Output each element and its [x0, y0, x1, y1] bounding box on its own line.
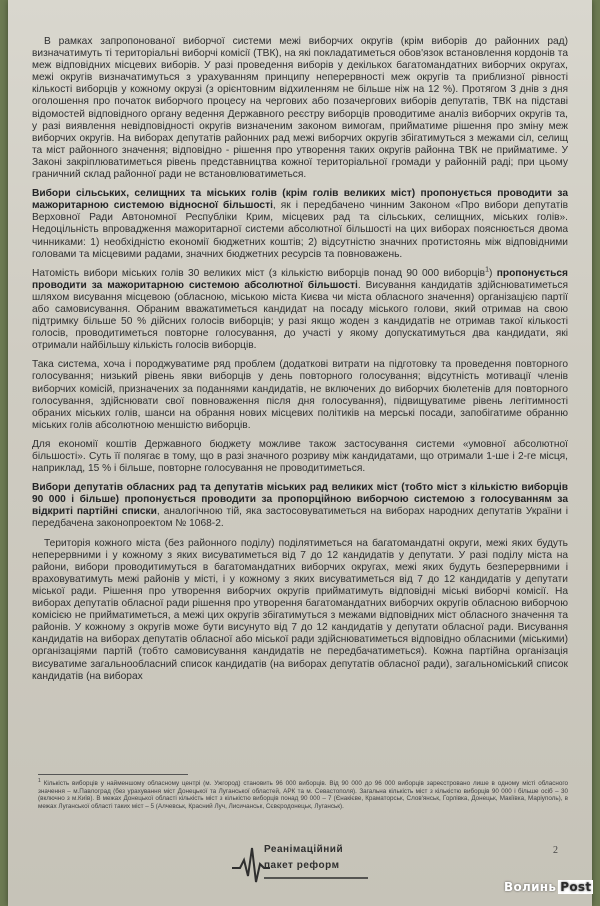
logo-line-1: Реанімаційний	[264, 844, 344, 855]
footnote-divider	[38, 774, 188, 775]
text-run: , аналогічною тій, яка застосовуватиметься на виборах народних депутатів України і передбачена законопроектом № 1068-2.	[32, 506, 568, 530]
text-run: Для економії коштів Державного бюджету можливе також застосування системи «умовної абсолютної більшості». Суть її полягає в тому, що в разі значного розриву між кандидатами, що отримали 1-ше і 2-ге місця, наприклад, 15 % і більше, повторне голосування не проводитиметься.	[32, 438, 568, 475]
text-run: Натомість вибори міських голів 30 великих міст (з кількістю виборців понад 90 000 виборців	[32, 267, 486, 279]
document-body	[32, 36, 568, 690]
paragraph-p6	[32, 482, 568, 530]
reform-package-logo	[230, 838, 370, 886]
paragraph-p1	[32, 36, 568, 181]
bold-text: Вибори депутатів обласних рад та депутатів міських рад великих міст (тобто міст з кількістю виборців 90 000 і більше) пропонується проводити за пропорційною виборчою системою з голосуванням за відкриті партійні списки	[32, 482, 568, 518]
logo-line-2: пакет реформ	[264, 860, 340, 871]
page-number: 2	[553, 845, 558, 856]
bold-text: пропонується проводити за мажоритарною системою абсолютної більшості	[32, 267, 568, 291]
footnote-ref: 1	[485, 266, 489, 274]
paragraph-p3	[32, 268, 568, 353]
document-page	[8, 0, 592, 906]
footnote-marker: 1	[38, 777, 41, 784]
volyn-post-watermark	[504, 880, 593, 894]
bold-text: Вибори сільських, селищних та міських голів (крім голів великих міст) пропонується проводити за мажоритарною системою відносної більшості	[32, 188, 568, 212]
text-run: )	[488, 267, 497, 279]
text-run: , як і передбачено чинним Законом «Про вибори депутатів Верховної Ради Автономної Республіки Крим, місцевих рад та сільських, селищних, міських голів». Недоцільність впровадження мажоритарної системи абсолютної більшості на цих виборах пояснюється двома чинниками: 1) необхідністю економії бюджетних коштів; 2) відсутністю значних протистоянь між відповідними головами та місцевими радами, значних бюджетних ресурсів та повноважень.	[32, 200, 568, 260]
paragraph-p4	[32, 359, 568, 432]
footnote	[38, 777, 569, 810]
paragraph-p5	[32, 439, 568, 475]
watermark-part1: Волинь	[504, 880, 557, 894]
footnote-text: Кількість виборців у найменшому обласному центрі (м. Ужгород) становить 96 000 виборців. Від 90 000 до 96 000 виборців зареєстровано лише в одному місті обласного значення – м.Павлоград (без урахування міст Донецької та Луганської областей, АРК та м. Севастополя). Загальна кількість міст з кількістю виборців 90 000 і більше осіб – 30 (включно з м.Київ). В межах Донецької області кількість міст з кількістю виборців понад 90 000 – 7 (Єнакієве, Краматорськ, Слов'янськ, Горлівка, Донецьк, Макіївка, Маріуполь), в межах Луганської області таких міст – 5 (Алчевськ, Красний Луч, Лисичанськ, Сєвєродонецьк, Луганськ).	[38, 780, 569, 810]
watermark-part2: Post	[560, 880, 592, 894]
text-run: В рамках запропонованої виборчої системи межі виборчих округів (крім виборів до районних рад) визначатимуть ті територіальні виборчі комісії (ТВК), на які покладатиметься обов'язок встановлення кордонів та меж відповідних місцевих виборів. У разі проведення виборів у декількох багатомандатних виборчих округах, межі округів визначатимуться з урахуванням принципу неперервності меж округів та приблизної рівності кількості виборців у кожному окрузі (з орієнтовним відхиленням не більше ніж на 12 %). Протягом 3 днів з дня оголошення про початок виборчого процесу на чергових або позачергових виборів депутатів, ТВК на підставі відомостей відповідного органу ведення Державного реєстру виборців проводитиме аналіз виборчих округів та, у разі виявлення невідповідності округів визначеним законом вимогам, прийматиме рішення про зміну меж виборчих округів. На виборах депутатів районних рад межі виборчих округів збігатимуться з межами сіл, селищ та міст районного значення; відповідно - рішення про утворення таких округів районна ТВК не прийматиме. У Законі закріплюватиметься рівень представництва кожної територіальної громади у районній раді; при цьому граничний склад районної ради не встановлюватиметься.	[32, 36, 568, 181]
text-run: Територія кожного міста (без районного поділу) поділятиметься на багатомандатні округи, межі яких будуть неперервними і у кожному з яких висуватиметься від 7 до 12 кандидатів у депутати. У разі поділу міста на райони, вибори проводитимуться в багатомандатних виборчих округах, межі яких будуть безперервними і враховуватимуть межі районів у місті, і у кожному з яких висуватиметься від 7 до 12 кандидатів у депутати міської ради. Рішення про утворення виборчих округів прийматимуть відповідні міські виборчі комісії. На виборах депутатів обласної ради рішення про утворення багатомандатних виборчих округів обласною виборчою комісією не прийматиметься, а межі цих округів збігатимуться з межами відповідних міст обласного значення та районів. У кожному з округів може бути висунуто від 7 до 12 кандидатів у депутати обласної ради. Висування кандидатів на виборах депутатів обласної або міської ради здійснюватиметься відповідно обласними (міськими) організаціями партій (тобто самовисування кандидатів не передбачатиметься). Кожна партійна організація висуватиме загальнообласний список кандидатів (на виборах депутатів обласної ради), загальноміський список кандидатів (на виборах	[32, 537, 568, 682]
text-run: Така система, хоча і породжуватиме ряд проблем (додаткові витрати на підготовку та проведення повторного голосування; низький рівень явки виборців у день повторного голосування; відсутність мотивації членів виборчих комісій, призначених за поданнями кандидатів, не включених до виборчих бюлетенів для повторного голосування, здійснювати свої повноваження після дня голосування), підвищуватиме рівень легітимності обраних міських голів, шанси на обрання нових місцевих політиків на мерські посади, запобігатиме обранню міських голів абсолютною меншістю виборців.	[32, 359, 568, 431]
text-run: . Висування кандидатів здійснюватиметься шляхом висування місцевою (обласною, міською міста Києва чи міста обласного значення) організацією партії або самовисування. Обраним вважатиметься кандидат на посаду міського голови, який отримав на свою підтримку більше 50 % дійсних голосів виборців; у разі якщо жоден з кандидатів не отримав такої кількості голосів, проводитиметься повторне голосування, до участі у якому допускатимуться два кандидати, які отримали найбільшу кількість голосів виборців.	[32, 279, 568, 352]
paragraph-p2	[32, 188, 568, 261]
paragraph-p7	[32, 538, 568, 683]
